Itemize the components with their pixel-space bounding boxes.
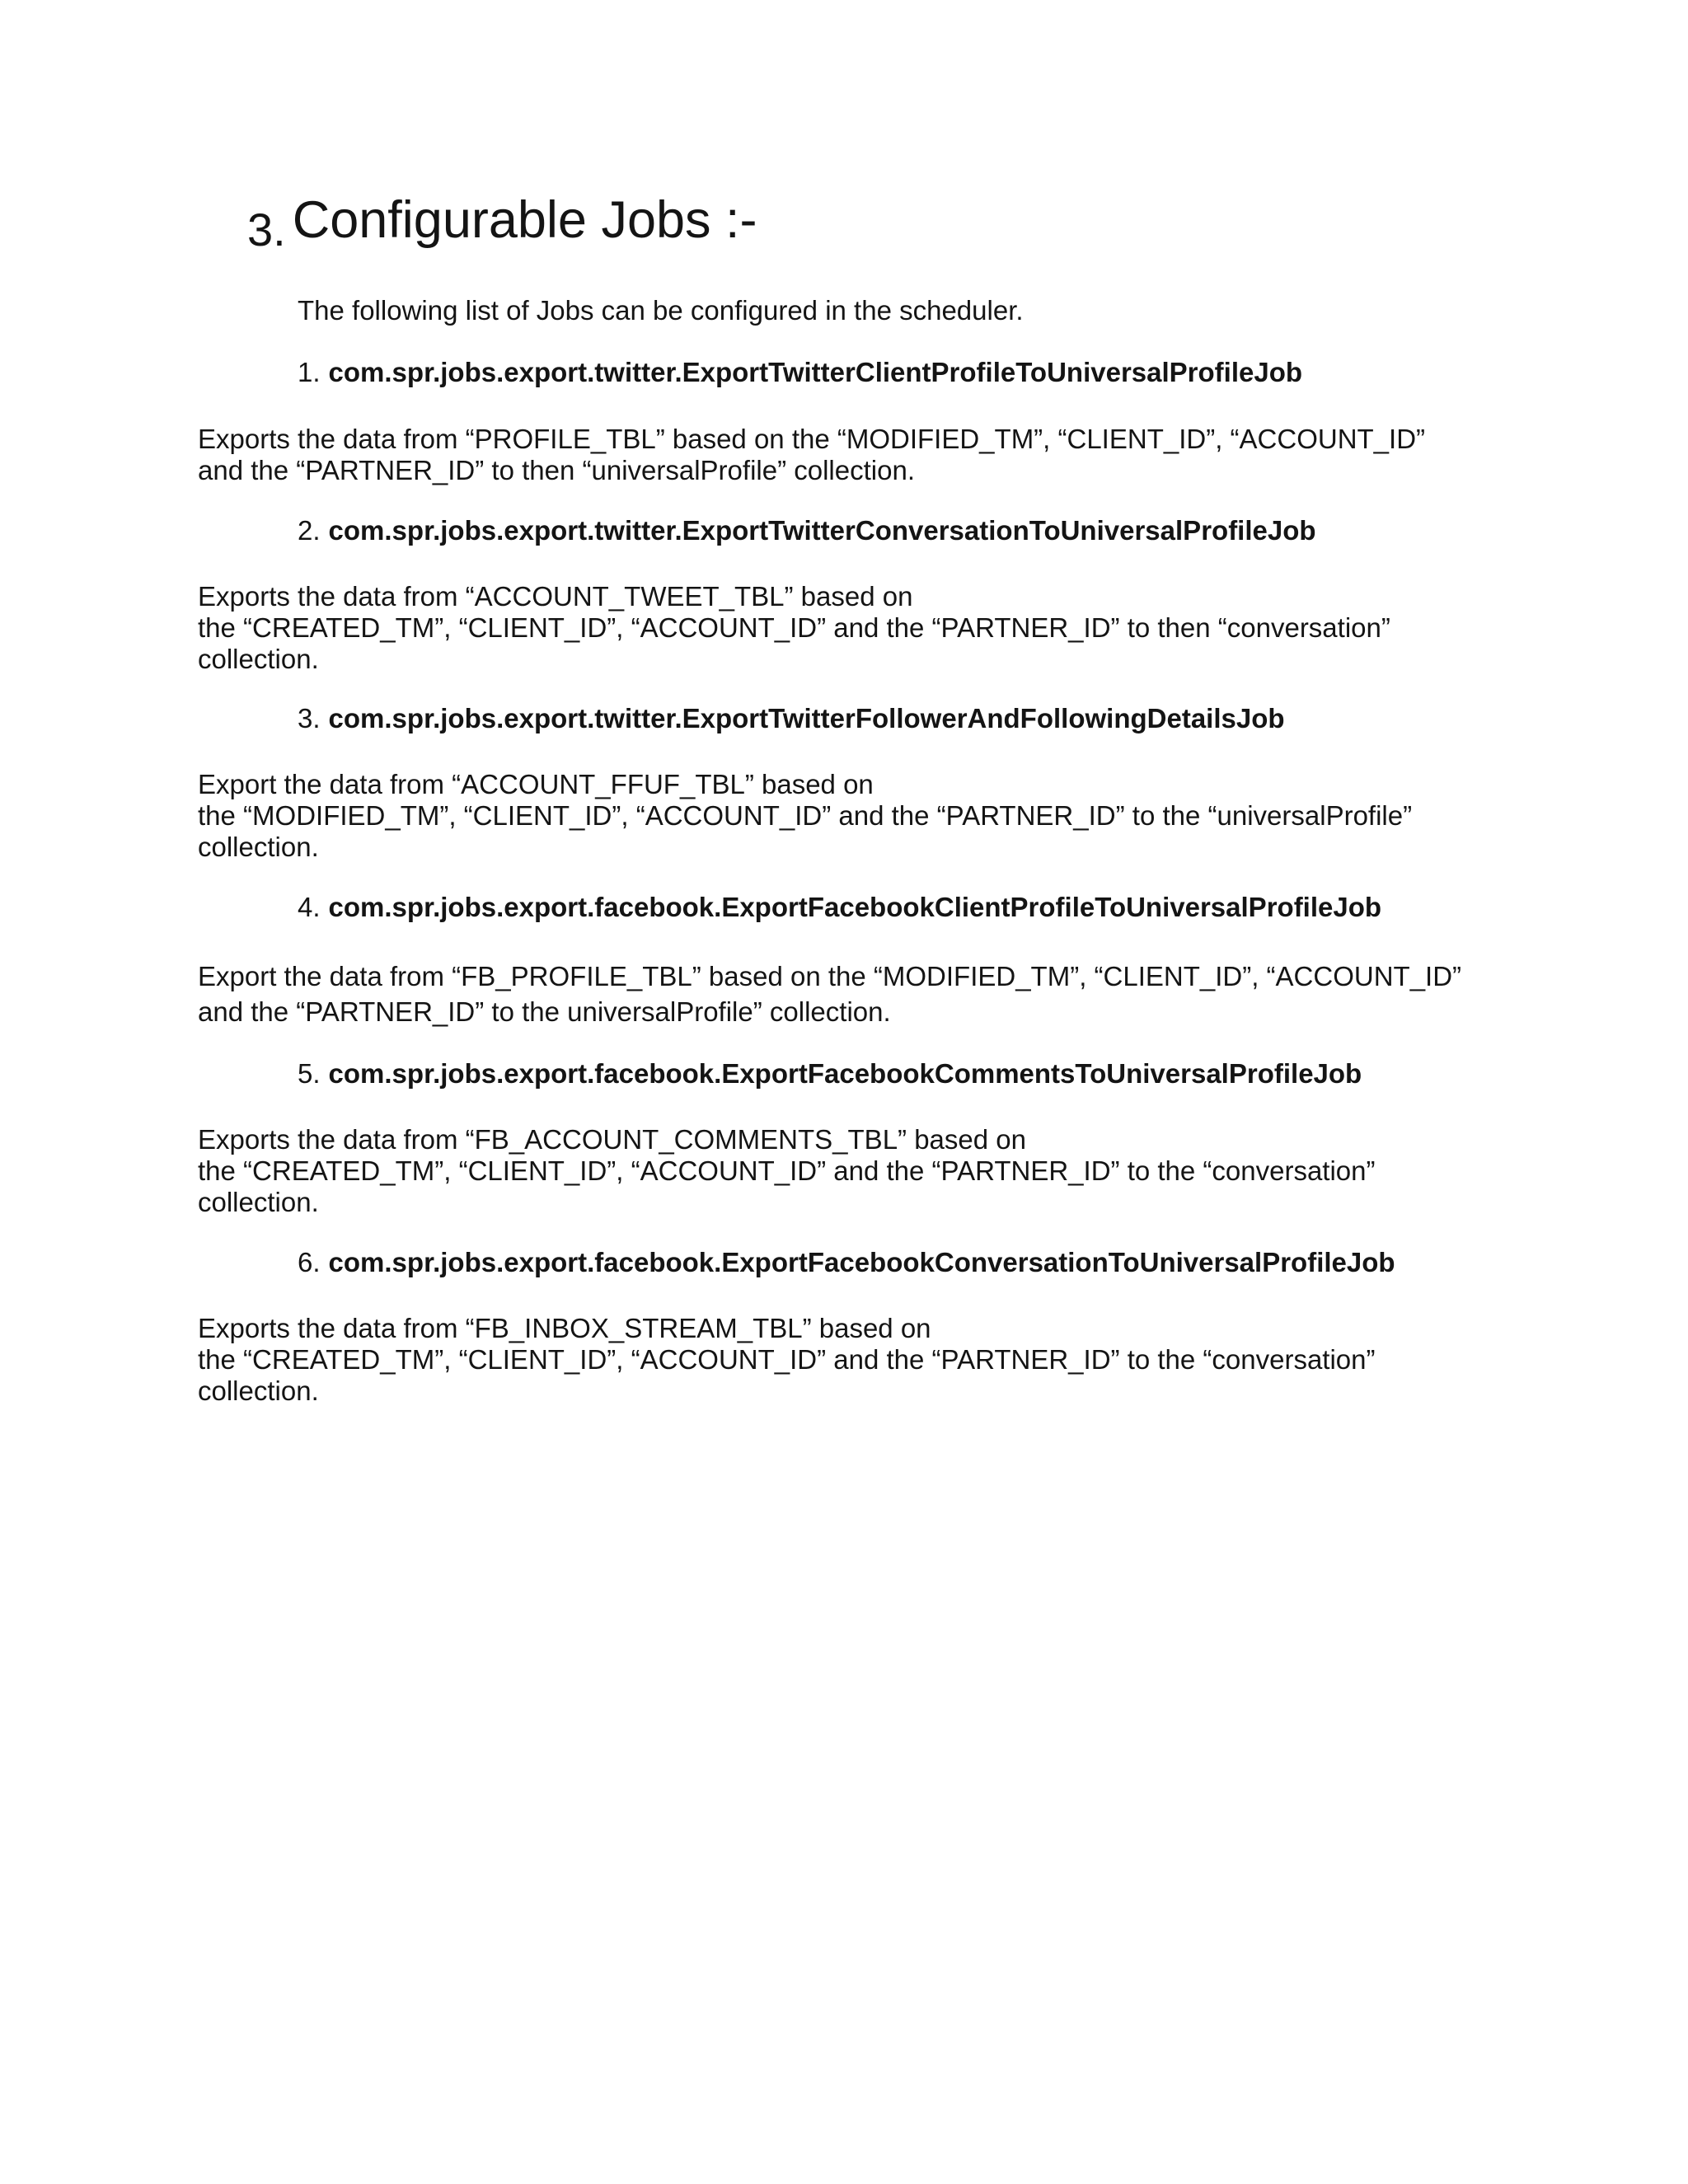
job-title — [298, 1247, 1395, 1278]
intro-paragraph: The following list of Jobs can be configured in the scheduler. — [298, 295, 1024, 326]
section-number: 3. — [247, 204, 286, 255]
job-title — [298, 357, 1302, 388]
description-line: and the “PARTNER_ID” to the universalProfile” collection. — [198, 996, 891, 1027]
description-line: Export the data from “ACCOUNT_FFUF_TBL” based on — [198, 769, 874, 799]
job-number: 6. — [298, 1247, 321, 1277]
job-number: 1. — [298, 357, 321, 387]
job-title — [298, 892, 1381, 923]
section-title: Configurable Jobs :- — [292, 191, 757, 249]
job-description — [198, 769, 1517, 863]
job-number: 5. — [298, 1058, 321, 1089]
description-line: Exports the data from “FB_ACCOUNT_COMMENTS_TBL” based on — [198, 1124, 1026, 1155]
job-number: 2. — [298, 515, 321, 546]
job-name: com.spr.jobs.export.facebook.ExportFacebookCommentsToUniversalProfileJob — [328, 1058, 1362, 1089]
job-description — [198, 1124, 1517, 1218]
section-heading — [247, 191, 757, 255]
job-name: com.spr.jobs.export.facebook.ExportFacebookClientProfileToUniversalProfileJob — [328, 892, 1382, 922]
description-line: Exports the data from “FB_INBOX_STREAM_TBL” based on — [198, 1313, 931, 1343]
job-description — [198, 958, 1517, 1029]
job-name: com.spr.jobs.export.twitter.ExportTwitterFollowerAndFollowingDetailsJob — [328, 703, 1285, 733]
description-line: the “MODIFIED_TM”, “CLIENT_ID”, “ACCOUNT_ID” and the “PARTNER_ID” to the “universalProfile” — [198, 800, 1413, 831]
job-name: com.spr.jobs.export.twitter.ExportTwitterClientProfileToUniversalProfileJob — [328, 357, 1303, 387]
description-line: collection. — [198, 832, 319, 862]
job-title — [298, 515, 1316, 546]
description-line: the “CREATED_TM”, “CLIENT_ID”, “ACCOUNT_ID” and the “PARTNER_ID” to the “conversation” — [198, 1344, 1376, 1375]
description-line: collection. — [198, 644, 319, 674]
description-line: collection. — [198, 1187, 319, 1217]
description-line: the “CREATED_TM”, “CLIENT_ID”, “ACCOUNT_ID” and the “PARTNER_ID” to the “conversation” — [198, 1155, 1376, 1186]
job-description — [198, 581, 1517, 675]
job-name: com.spr.jobs.export.facebook.ExportFacebookConversationToUniversalProfileJob — [328, 1247, 1395, 1277]
job-name: com.spr.jobs.export.twitter.ExportTwitterConversationToUniversalProfileJob — [328, 515, 1316, 546]
job-title — [298, 1058, 1362, 1090]
description-line: the “CREATED_TM”, “CLIENT_ID”, “ACCOUNT_ID” and the “PARTNER_ID” to then “conversation” — [198, 612, 1390, 643]
description-line: and the “PARTNER_ID” to then “universalProfile” collection. — [198, 455, 915, 485]
description-line: Export the data from “FB_PROFILE_TBL” based on the “MODIFIED_TM”, “CLIENT_ID”, “ACCOUNT_ID” — [198, 961, 1462, 991]
job-title — [298, 703, 1285, 734]
description-line: collection. — [198, 1376, 319, 1406]
job-description — [198, 1313, 1517, 1407]
job-number: 4. — [298, 892, 321, 922]
job-number: 3. — [298, 703, 321, 733]
description-line: Exports the data from “PROFILE_TBL” based on the “MODIFIED_TM”, “CLIENT_ID”, “ACCOUNT_ID” — [198, 424, 1426, 454]
description-line: Exports the data from “ACCOUNT_TWEET_TBL” based on — [198, 581, 913, 612]
job-description — [198, 424, 1517, 486]
